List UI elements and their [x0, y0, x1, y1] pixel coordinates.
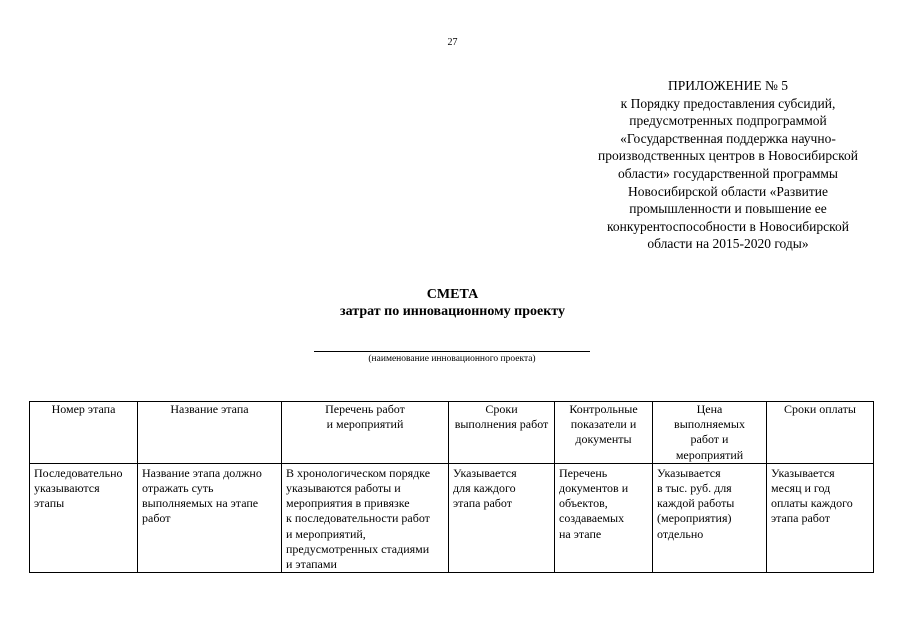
- header-stage-number: Номер этапа: [30, 402, 138, 464]
- appendix-line: Новосибирской области «Развитие: [628, 183, 828, 199]
- appendix-line: производственных центров в Новосибирской: [598, 148, 858, 164]
- appendix-line: предусмотренных подпрограммой: [629, 113, 827, 129]
- document-title: СМЕТА: [426, 287, 479, 302]
- header-control-indicators: Контрольные показатели и документы: [555, 402, 653, 464]
- appendix-line: области» государственной программы: [617, 165, 838, 181]
- cell-control-indicators: Перечень документов и объектов, создаваемых на этапе: [555, 463, 653, 572]
- budget-table: [29, 401, 874, 573]
- header-price: Цена выполняемых работ и мероприятий: [653, 402, 767, 464]
- document-title-block: [0, 286, 905, 320]
- appendix-line: к Порядку предоставления субсидий,: [620, 95, 836, 111]
- header-stage-name: Название этапа: [138, 402, 282, 464]
- page-number: 27: [447, 37, 458, 48]
- appendix-line: «Государственная поддержка научно-: [620, 130, 836, 146]
- header-works-list: Перечень работ и мероприятий: [282, 402, 449, 464]
- table-header-row: [30, 402, 874, 464]
- cell-price: Указывается в тыс. руб. для каждой работы (мероприятия) отдельно: [653, 463, 767, 572]
- cell-work-deadlines: Указывается для каждого этапа работ: [449, 463, 555, 572]
- header-work-deadlines: Сроки выполнения работ: [449, 402, 555, 464]
- appendix-line: конкурентоспособности в Новосибирской: [607, 218, 849, 234]
- appendix-title: ПРИЛОЖЕНИЕ № 5: [667, 78, 789, 93]
- appendix-line: области на 2015-2020 годы»: [647, 236, 809, 252]
- header-payment-terms: Сроки оплаты: [767, 402, 874, 464]
- table-row: [30, 463, 874, 572]
- appendix-header: [578, 77, 878, 253]
- project-name-underline: [314, 351, 590, 352]
- cell-stage-number: Последовательно указываются этапы: [30, 463, 138, 572]
- cell-stage-name: Название этапа должно отражать суть выполняемых на этапе работ: [138, 463, 282, 572]
- project-name-caption: (наименование инновационного проекта): [368, 354, 536, 364]
- document-subtitle: затрат по инновационному проекту: [340, 304, 565, 319]
- appendix-line: промышленности и повышение ее: [629, 201, 827, 217]
- cell-payment-terms: Указывается месяц и год оплаты каждого этапа работ: [767, 463, 874, 572]
- cell-works-list: В хронологическом порядке указываются работы и мероприятия в привязке к последовательности работ и мероприятий, предусмотренных стадиями и этапами: [282, 463, 449, 572]
